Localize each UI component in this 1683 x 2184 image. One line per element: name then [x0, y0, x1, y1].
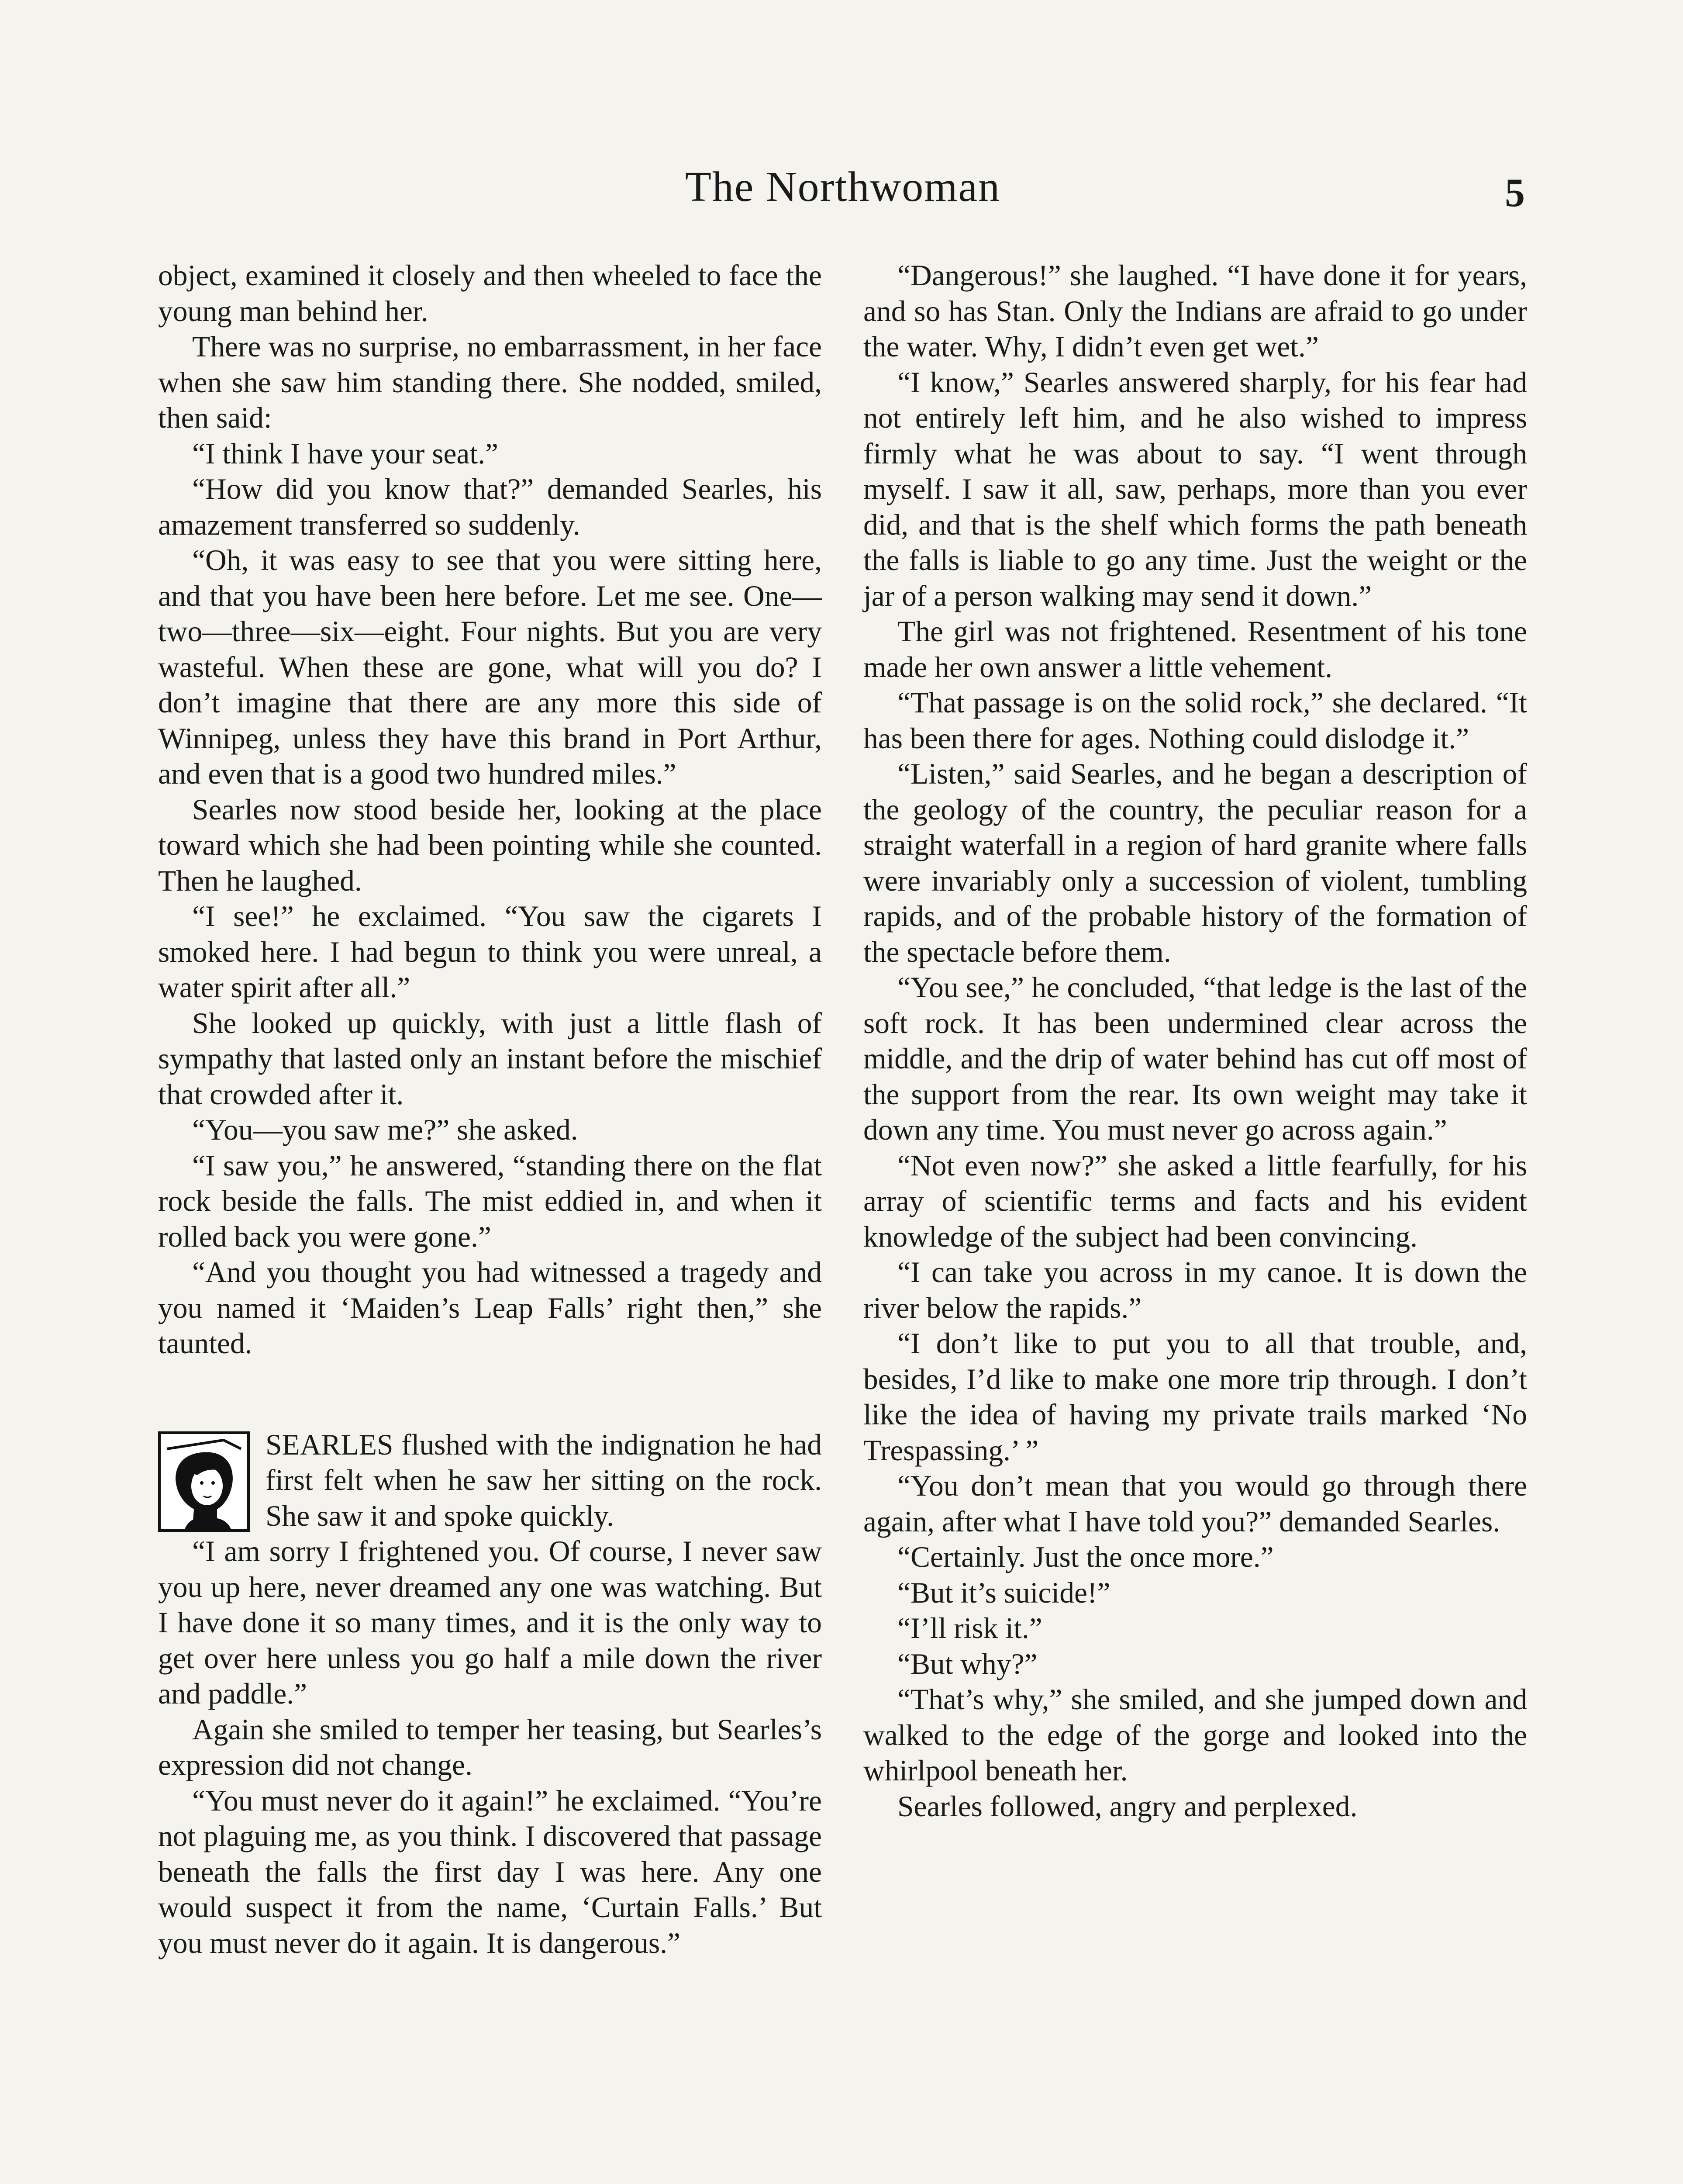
- paragraph: “I’ll risk it.”: [897, 1612, 1042, 1645]
- left-column: [158, 258, 822, 1961]
- paragraph: There was no surprise, no embarrassment, in her face when she saw him standing there. She nodded, smiled, then said:: [158, 330, 822, 434]
- paragraph: “You see,” he concluded, “that ledge is the last of the soft rock. It has been undermined clear across the middle, and the drip of water behind has cut off most of the support from the rear. Its own weight may take it down any time. You must never go across again.”: [863, 971, 1527, 1146]
- paragraph: “I see!” he exclaimed. “You saw the cigarets I smoked here. I had begun to think you were unreal, a water spirit after all.”: [158, 900, 822, 1004]
- page-number: 5: [1505, 170, 1525, 215]
- paragraph: Searles now stood beside her, looking at the place toward which she had been pointing while she counted. Then he laughed.: [158, 793, 822, 897]
- paragraph: “That’s why,” she smiled, and she jumped down and walked to the edge of the gorge and looked into the whirlpool beneath her.: [863, 1683, 1527, 1787]
- paragraph: “I saw you,” he answered, “standing there on the flat rock beside the falls. The mist eddied in, and when it rolled back you were gone.”: [158, 1149, 822, 1253]
- paragraph: “How did you know that?” demanded Searles, his amazement transferred so suddenly.: [158, 473, 822, 541]
- paragraph: “And you thought you had witnessed a tragedy and you named it ‘Maiden’s Leap Falls’ right then,” she taunted.: [158, 1256, 822, 1360]
- paragraph: “You must never do it again!” he exclaimed. “You’re not plaguing me, as you think. I discovered that passage beneath the falls the first day I was here. Any one would suspect it from the name, ‘Curtain Falls.’ But you must never do it again. It is dangerous.”: [158, 1784, 822, 1959]
- paragraph: object, examined it closely and then wheeled to face the young man behind her.: [158, 259, 822, 328]
- paragraph: “That passage is on the solid rock,” she declared. “It has been there for ages. Nothing could dislodge it.”: [863, 686, 1527, 755]
- paragraph: The girl was not frightened. Resentment of his tone made her own answer a little vehement.: [863, 615, 1527, 684]
- paragraph: “But it’s suicide!”: [897, 1576, 1111, 1609]
- section-break: [158, 1427, 822, 1534]
- paragraph: “I am sorry I frightened you. Of course, I never saw you up here, never dreamed any one was watching. But I have done it so many times, and it is the only way to get over here unless you go half a mile down the river and paddle.”: [158, 1535, 822, 1710]
- running-title: The Northwoman: [685, 163, 1000, 211]
- paragraph: “Listen,” said Searles, and he began a description of the geology of the country, the peculiar reason for a straight waterfall in a region of hard granite where falls were invariably only a succession of violent, tumbling rapids, and of the probable history of the formation of the spectacle before them.: [863, 757, 1527, 968]
- paragraph: “Oh, it was easy to see that you were sitting here, and that you have been here before. Let me see. One—two—three—six—eight. Four nights. But you are very wasteful. When these are gone, what will you do? I don’t imagine that there are any more this side of Winnipeg, unless they have this brand in Port Arthur, and even that is a good two hundred miles.”: [158, 544, 822, 790]
- paragraph: “Dangerous!” she laughed. “I have done it for years, and so has Stan. Only the Indians are afraid to go under the water. Why, I didn’t even get wet.”: [863, 259, 1527, 363]
- paragraph: “You don’t mean that you would go through there again, after what I have told you?” demanded Searles.: [863, 1469, 1527, 1538]
- dropcap-paragraph: SEARLES flushed with the indignation he had first felt when he saw her sitting on the rock. She saw it and spoke quickly.: [266, 1428, 822, 1532]
- paragraph: “I can take you across in my canoe. It is down the river below the rapids.”: [863, 1256, 1527, 1324]
- paragraph: “Certainly. Just the once more.”: [897, 1541, 1274, 1573]
- paragraph: “But why?”: [897, 1647, 1038, 1680]
- paragraph: “Not even now?” she asked a little fearfully, for his array of scientific terms and facts and his evident knowledge of the subject had been convincing.: [863, 1149, 1527, 1253]
- paragraph: She looked up quickly, with just a little flash of sympathy that lasted only an instant before the mischief that crowded after it.: [158, 1006, 822, 1111]
- paragraph: “I know,” Searles answered sharply, for his fear had not entirely left him, and he also wished to impress firmly what he was about to say. “I went through myself. I saw it all, saw, perhaps, more than you ever did, and that is the shelf which forms the path beneath the falls is liable to go any time. Just the weight or the jar of a person walking may send it down.”: [863, 366, 1527, 612]
- paragraph: Searles followed, angry and perplexed.: [897, 1790, 1358, 1823]
- paragraph: “I think I have your seat.”: [192, 437, 498, 470]
- right-column: [863, 258, 1527, 1824]
- paragraph: “I don’t like to put you to all that trouble, and, besides, I’d like to make one more trip through. I don’t like the idea of having my private trails marked ‘No Trespassing.’ ”: [863, 1327, 1527, 1467]
- woman-portrait-icon: [158, 1431, 250, 1532]
- paragraph: “You—you saw me?” she asked.: [192, 1113, 578, 1146]
- paragraph: Again she smiled to temper her teasing, but Searles’s expression did not change.: [158, 1713, 822, 1781]
